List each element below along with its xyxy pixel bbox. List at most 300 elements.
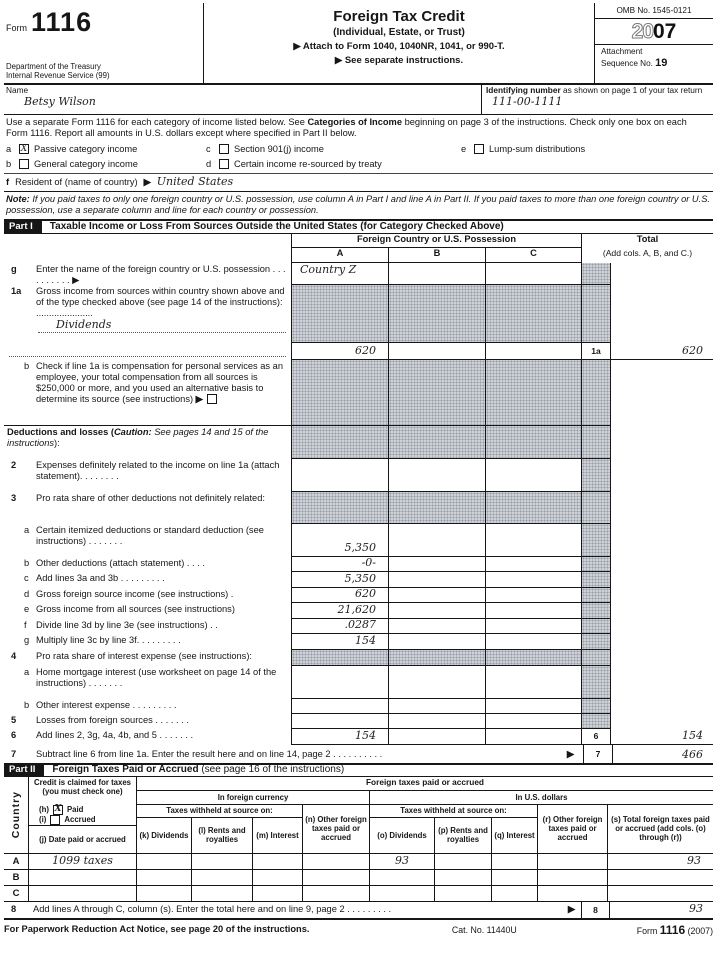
line-3d-row [4, 588, 713, 604]
line-3-shaded-a [292, 492, 389, 524]
id-label-rest: as shown on page 1 of your tax return [560, 85, 703, 95]
line-3-shaded-c [486, 492, 582, 524]
line-6-col-a[interactable]: 154 [292, 729, 389, 745]
line-3a-row [4, 524, 713, 557]
row-a-col-o[interactable]: 93 [370, 854, 435, 870]
col-s-header: (s) Total foreign taxes paid or accrued (add cols. (o) through (r)) [611, 815, 710, 843]
category-a-letter: a [6, 143, 12, 154]
category-c-checkbox[interactable] [219, 144, 229, 154]
line-4-shaded-num [582, 650, 611, 666]
line-3f-total [611, 619, 713, 635]
line-4a-label: a Home mortgage interest (use worksheet on page 14 of the instructions) . . . . . . . [4, 666, 292, 699]
row-a-letter: A [4, 854, 29, 870]
line-1a-value-row [4, 343, 713, 360]
catalog-number: Cat. No. 11440U [451, 924, 517, 935]
part1-title: Taxable Income or Loss From Sources Outside the United States (for Category Checked Above) [49, 220, 504, 232]
line-4b-col-c[interactable] [486, 699, 582, 714]
line-6-line-number: 6 [582, 729, 611, 745]
line-3g-total [611, 634, 713, 650]
resident-country-field[interactable]: United States [156, 174, 234, 188]
intro-post: beginning on page 3 of the instructions. Check only one box on each Form 1116. Report all amounts in U.S. dollars except where specified in Part II below. [6, 117, 687, 138]
line-3b-total [611, 557, 713, 573]
identifying-number-cell [481, 85, 713, 114]
line-3-shaded-b [389, 492, 486, 524]
line-1a-col-b[interactable] [389, 343, 486, 360]
line-3f-label: f Divide line 3d by line 3e (see instructions) . . [4, 619, 292, 635]
line-2-row [4, 459, 713, 492]
row-a-col-k[interactable] [137, 854, 192, 870]
line-4b-col-b[interactable] [389, 699, 486, 714]
line-3a-col-b[interactable] [389, 524, 486, 557]
line-4-shaded-a [292, 650, 389, 666]
form-footer-id: Form 1116 (2007) [636, 922, 713, 937]
country-column-header: Country [4, 777, 29, 853]
dept-line-1: Department of the Treasury [6, 61, 101, 71]
row-b-col-m[interactable] [253, 870, 303, 886]
line-5-total [611, 714, 713, 729]
column-c-header: C [486, 248, 582, 263]
row-c-date-paid[interactable] [29, 886, 137, 902]
line-7-label: 7 Subtract line 6 from line 1a. Enter the result here and on line 14, page 2 . . . . . . . . . . ▶ [4, 745, 584, 763]
line-5-label: 5 Losses from foreign sources . . . . . . . [4, 714, 292, 729]
row-a-col-s[interactable]: 93 [608, 854, 713, 870]
row-a-date-paid[interactable]: 1099 taxes [29, 854, 137, 870]
omb-number: OMB No. 1545-0121 [595, 3, 713, 19]
line-3c-label: c Add lines 3a and 3b . . . . . . . . . [4, 572, 292, 588]
line-3c-col-a[interactable]: 5,350 [292, 572, 389, 588]
line-2-col-a[interactable] [292, 459, 389, 492]
sequence-number: 19 [655, 57, 668, 70]
line-1b-shaded-b [389, 360, 486, 426]
line-3d-numcol [582, 588, 611, 604]
line-3f-row [4, 619, 713, 635]
line-4b-numcol [582, 699, 611, 714]
country-row-c [4, 886, 713, 902]
part1-header-spacer [4, 234, 292, 248]
tax-year [595, 19, 713, 46]
category-d [206, 159, 461, 170]
country-row-b [4, 870, 713, 886]
row-c-col-q[interactable] [492, 886, 538, 902]
part2-chip: Part II [4, 763, 44, 777]
line-3a-label: a Certain itemized deductions or standard deduction (see instructions) . . . . . . . [4, 524, 292, 557]
usd-withheld-group [370, 805, 538, 853]
date-paid-header: (j) Date paid or accrued [29, 825, 136, 853]
line-3d-col-b[interactable] [389, 588, 486, 604]
line-1a-label: 1a Gross income from sources within country shown above and of the type checked above (see page 14 of the instructions): ...................... Dividends [4, 285, 292, 343]
row-c-col-l[interactable] [192, 886, 253, 902]
deductions-total-spacer [611, 426, 713, 459]
line-4-total-spacer [611, 650, 713, 666]
line-1b-number: b [24, 360, 30, 371]
line-8-row [4, 902, 713, 920]
total-sub-header: (Add cols. A, B, and C.) [602, 247, 693, 258]
currency-header-row [137, 791, 713, 805]
row-b-col-r[interactable] [538, 870, 608, 886]
line-3-shaded-num [582, 492, 611, 524]
name-row [4, 85, 713, 115]
in-us-dollars-header: In U.S. dollars [515, 792, 568, 802]
part1-header-spacer-2 [4, 248, 292, 263]
line-1a-label-row [4, 285, 713, 343]
line-7-line-number: 7 [584, 745, 613, 763]
line-1a-total[interactable]: 620 [611, 343, 713, 360]
paperwork-notice: For Paperwork Reduction Act Notice, see page 20 of the instructions. [4, 924, 310, 935]
line-3c-row [4, 572, 713, 588]
row-b-col-p[interactable] [435, 870, 492, 886]
form-number: 1116 [31, 7, 93, 37]
sequence-label: Sequence No. [601, 59, 656, 69]
h-letter: (h) [39, 805, 49, 815]
line-4a-row [4, 666, 713, 699]
part1-bar [4, 219, 713, 234]
row-b-letter: B [4, 870, 29, 886]
paid-checkbox-row [29, 805, 136, 815]
line-1a-shaded-num [582, 285, 611, 343]
line-3g-col-c[interactable] [486, 634, 582, 650]
line-3e-total [611, 603, 713, 619]
line-3a-col-a[interactable]: 5,350 [292, 524, 389, 557]
col-o-header: (o) Dividends [370, 818, 435, 853]
credit-claimed-header [29, 777, 137, 853]
line-4-row [4, 650, 713, 666]
resident-arrow-icon: ▶ [143, 176, 151, 187]
id-label: Identifying number [486, 85, 561, 95]
line-8-label: 8 Add lines A through C, column (s). Enter the total here and on line 9, page 2 . . . . . . . . . ▶ [11, 904, 575, 915]
credit-claimed-caption: Credit is claimed for taxes (you must check one) [33, 777, 132, 796]
line-7-arrow-icon: ▶ [566, 748, 574, 759]
category-d-label: Certain income re-sourced by treaty [234, 158, 382, 169]
line-3d-label: d Gross foreign source income (see instructions) . [4, 588, 292, 604]
category-a-checkbox[interactable] [19, 144, 29, 154]
row-a-col-r[interactable] [538, 854, 608, 870]
column-a-header: A [292, 248, 389, 263]
line-1a-ruled-area [4, 343, 292, 360]
accrued-label: Accrued [64, 815, 96, 825]
category-e-letter: e [461, 143, 467, 154]
line-1a-number: 1a [11, 285, 22, 296]
row-b-col-n[interactable] [303, 870, 370, 886]
row-a-col-l[interactable] [192, 854, 253, 870]
part1-column-header-row [4, 248, 713, 263]
line-1a-line-number: 1a [582, 343, 611, 360]
line-3b-col-c[interactable] [486, 557, 582, 573]
paid-label: Paid [66, 805, 84, 815]
line-1b-shaded-num [582, 360, 611, 426]
category-checkboxes [4, 140, 713, 173]
line-4b-label: b Other interest expense . . . . . . . . . [4, 699, 292, 714]
line-2-total [611, 459, 713, 492]
line-3b-col-b[interactable] [389, 557, 486, 573]
line-g-number: g [11, 263, 17, 274]
usd-withheld-header: Taxes withheld at source on: [370, 805, 538, 818]
row-b-date-paid[interactable] [29, 870, 137, 886]
line-3-total-spacer [611, 492, 713, 524]
deductions-shaded-a [292, 426, 389, 459]
line-3d-col-c[interactable] [486, 588, 582, 604]
row-c-col-o[interactable] [370, 886, 435, 902]
category-a-checkmark: X [20, 143, 28, 154]
category-e [461, 144, 713, 155]
attachment-label: Attachment [601, 47, 643, 57]
line-4a-numcol [582, 666, 611, 699]
line-g-col-c[interactable] [486, 263, 582, 285]
line-g-col-a[interactable]: Country Z [292, 263, 389, 285]
line-3f-col-b[interactable] [389, 619, 486, 635]
line-8-number: 8 [11, 904, 17, 915]
resident-label: Resident of (name of country) [15, 176, 138, 187]
line-6-col-b[interactable] [389, 729, 486, 745]
line-3g-label: g Multiply line 3c by line 3f. . . . . . . . . [4, 634, 292, 650]
foreign-taxes-header-block [137, 777, 713, 853]
line-8-box-number: 8 [581, 902, 610, 918]
line-5-row [4, 714, 713, 729]
category-c [206, 144, 461, 155]
dept-line-2: Internal Revenue Service (99) [6, 71, 110, 81]
line-3e-label: e Gross income from all sources (see instructions) [4, 603, 292, 619]
row-b-col-q[interactable] [492, 870, 538, 886]
row-c-col-p[interactable] [435, 886, 492, 902]
line-3e-col-a[interactable]: 21,620 [292, 603, 389, 619]
name-label: Name [6, 85, 29, 95]
line-3-row [4, 492, 713, 524]
line-3e-row [4, 603, 713, 619]
part2-table-header [4, 777, 713, 854]
line-1a-col-a[interactable]: 620 [292, 343, 389, 360]
in-foreign-currency-header: In foreign currency [137, 791, 370, 804]
line-1a-shaded-c [486, 285, 582, 343]
line-3g-col-b[interactable] [389, 634, 486, 650]
line-4b-total [611, 699, 713, 714]
line-3c-numcol [582, 572, 611, 588]
line-7-total[interactable]: 466 [682, 747, 703, 761]
row-c-col-s[interactable] [608, 886, 713, 902]
col-m-header: (m) Interest [253, 818, 303, 853]
fc-withheld-header: Taxes withheld at source on: [137, 805, 303, 818]
row-a-col-n[interactable] [303, 854, 370, 870]
line-g-col-b[interactable] [389, 263, 486, 285]
row-c-col-r[interactable] [538, 886, 608, 902]
col-l-header: (l) Rents and royalties [192, 818, 253, 853]
line-3a-numcol [582, 524, 611, 557]
col-q-header: (q) Interest [492, 818, 538, 853]
country-row-a [4, 854, 713, 870]
i-letter: (i) [39, 815, 47, 825]
line-1a-shaded-a [292, 285, 389, 343]
deductions-shaded-num [582, 426, 611, 459]
line-g-label: g Enter the name of the foreign country or U.S. possession . . . . . . . . . . ▶ [4, 263, 292, 285]
line-3-label: 3 Pro rata share of other deductions not definitely related: [4, 492, 292, 524]
deductions-shaded-b [389, 426, 486, 459]
line-4b-row [4, 699, 713, 714]
line-1a-shaded-b [389, 285, 486, 343]
line-1b-arrow-icon: ▶ [195, 393, 203, 404]
line-3g-row [4, 634, 713, 650]
line-4-shaded-c [486, 650, 582, 666]
category-d-checkbox[interactable] [219, 159, 229, 169]
line-3d-total [611, 588, 713, 604]
line-2-numcol [582, 459, 611, 492]
year-solid: 07 [653, 19, 677, 43]
form-subtitle: (Individual, Estate, or Trust) [333, 26, 465, 38]
line-g-total [611, 263, 713, 285]
part2-title: Foreign Taxes Paid or Accrued (see page 16 of the instructions) [52, 764, 345, 776]
omb-block [595, 3, 713, 83]
note-bold: Note: [6, 193, 30, 204]
attach-instruction: ▶ Attach to Form 1040, 1040NR, 1041, or 990-T. [293, 41, 505, 53]
paid-checkmark: X [54, 804, 62, 815]
column-b-header: B [389, 248, 486, 263]
line-1a-col-c[interactable] [486, 343, 582, 360]
row-b-col-l[interactable] [192, 870, 253, 886]
line-4a-col-c[interactable] [486, 666, 582, 699]
line-3e-col-c[interactable] [486, 603, 582, 619]
row-c-letter: C [4, 886, 29, 902]
part1-chip: Part I [4, 220, 42, 234]
category-b-letter: b [6, 158, 12, 169]
category-e-label: Lump-sum distributions [489, 143, 586, 154]
category-b-label: General category income [34, 158, 138, 169]
line-6-row [4, 729, 713, 745]
accrued-checkbox-row [29, 815, 136, 825]
line-3e-col-b[interactable] [389, 603, 486, 619]
name-cell [4, 85, 481, 114]
line-5-numcol [582, 714, 611, 729]
line-6-col-c[interactable] [486, 729, 582, 745]
note-text: If you paid taxes to only one foreign country or U.S. possession, use column A in Part I and line A in Part II. If you paid taxes to more than one foreign country or U.S. possession, use a separate column and line for each country or possession. [6, 193, 711, 215]
line-3c-total [611, 572, 713, 588]
line-4a-col-a[interactable] [292, 666, 389, 699]
line-5-col-c[interactable] [486, 714, 582, 729]
line-1b-shaded-c [486, 360, 582, 426]
category-a-label: Passive category income [34, 143, 138, 154]
line-1b-checkbox[interactable] [207, 394, 217, 404]
form-title: Foreign Tax Credit [333, 8, 465, 25]
line-3b-numcol [582, 557, 611, 573]
accrued-checkbox[interactable] [50, 815, 60, 825]
line-6-label: 6 Add lines 2, 3g, 4a, 4b, and 5 . . . . . . . [4, 729, 292, 745]
line-8-arrow-icon: ▶ [567, 904, 575, 915]
category-e-checkbox[interactable] [474, 144, 484, 154]
row-c-col-n[interactable] [303, 886, 370, 902]
intro-pre: Use a separate Form 1116 for each category of income listed below. See [6, 117, 308, 127]
page-footer [4, 920, 713, 937]
line-1a-write-in[interactable]: Dividends [38, 319, 286, 333]
row-b-col-k[interactable] [137, 870, 192, 886]
line-g-numcol [582, 263, 611, 285]
category-c-label: Section 901(j) income [234, 143, 324, 154]
line-4b-col-a[interactable] [292, 699, 389, 714]
line-6-total[interactable]: 154 [611, 729, 713, 745]
resident-row [4, 173, 713, 192]
deductions-caption-row [4, 426, 713, 459]
total-header: Total [636, 233, 659, 244]
line-8-total[interactable]: 93 [689, 902, 703, 916]
row-a-col-q[interactable] [492, 854, 538, 870]
part1-group-header-row [4, 234, 713, 248]
category-c-letter: c [206, 143, 211, 154]
line-3a-total [611, 524, 713, 557]
col-p-header: (p) Rents and royalties [435, 818, 492, 853]
part2-bar [4, 763, 713, 777]
line-5-col-a[interactable] [292, 714, 389, 729]
line-3g-col-a[interactable]: 154 [292, 634, 389, 650]
column-headers-row [137, 805, 713, 853]
category-a [6, 144, 206, 155]
row-b-col-s[interactable] [608, 870, 713, 886]
line-3b-row [4, 557, 713, 573]
attachment-sequence [595, 45, 713, 70]
line-3f-col-c[interactable] [486, 619, 582, 635]
line-3b-col-a[interactable]: -0- [292, 557, 389, 573]
line-4-shaded-b [389, 650, 486, 666]
form-id-block [4, 3, 204, 83]
resident-letter: f [6, 176, 10, 187]
line-3g-numcol [582, 634, 611, 650]
form-header [4, 3, 713, 85]
line-4a-col-b[interactable] [389, 666, 486, 699]
year-outline: 20 [631, 19, 653, 43]
line-g-row [4, 263, 713, 285]
line-3f-numcol [582, 619, 611, 635]
row-a-col-m[interactable] [253, 854, 303, 870]
line-1b-label: b Check if line 1a is compensation for personal services as an employee, your total compensation from all sources is $250,000 or more, and you used an alternative basis to determine its source (see instructions) ▶ [4, 360, 292, 426]
line-3e-numcol [582, 603, 611, 619]
line-3c-col-b[interactable] [389, 572, 486, 588]
form-title-block [204, 3, 595, 83]
identifying-number-field[interactable]: 111-00-1111 [492, 94, 563, 108]
line-3c-col-c[interactable] [486, 572, 582, 588]
form-word: Form [6, 23, 27, 33]
row-c-col-k[interactable] [137, 886, 192, 902]
col-k-header: (k) Dividends [137, 818, 192, 853]
category-b [6, 159, 206, 170]
line-2-label: 2 Expenses definitely related to the income on line 1a (attach statement). . . . . . . . [4, 459, 292, 492]
line-3d-col-a[interactable]: 620 [292, 588, 389, 604]
see-instruction: ▶ See separate instructions. [334, 54, 464, 66]
deductions-caption: Deductions and losses (Caution: See pages 14 and 15 of the instructions): [4, 426, 292, 459]
line-4-label: 4 Pro rata share of interest expense (see instructions): [4, 650, 292, 666]
intro-bold: Categories of Income [307, 117, 402, 127]
category-d-letter: d [206, 158, 212, 169]
name-field[interactable]: Betsy Wilson [24, 94, 96, 108]
foreign-country-group-header: Foreign Country or U.S. Possession [292, 234, 582, 248]
line-1b-row [4, 360, 713, 426]
col-n-header: (n) Other foreign taxes paid or accrued [303, 805, 370, 853]
foreign-taxes-group-header: Foreign taxes paid or accrued [137, 777, 713, 791]
line-5-col-b[interactable] [389, 714, 486, 729]
line-1a-total-spacer [611, 285, 713, 343]
line-3f-col-a[interactable]: .0287 [292, 619, 389, 635]
line-3a-col-c[interactable] [486, 524, 582, 557]
row-c-col-m[interactable] [253, 886, 303, 902]
line-2-col-b[interactable] [389, 459, 486, 492]
col-r-header: (r) Other foreign taxes paid or accrued [538, 805, 608, 853]
intro-paragraph [4, 115, 713, 140]
line-2-col-c[interactable] [486, 459, 582, 492]
line-4a-total [611, 666, 713, 699]
row-a-col-p[interactable] [435, 854, 492, 870]
fc-withheld-group [137, 805, 303, 853]
line-1b-shaded-a [292, 360, 389, 426]
category-b-checkbox[interactable] [19, 159, 29, 169]
line-7-row [4, 745, 713, 763]
paid-checkbox[interactable] [53, 805, 63, 815]
row-b-col-o[interactable] [370, 870, 435, 886]
note-paragraph [4, 192, 713, 219]
line-1b-total-spacer [611, 360, 713, 426]
line-3b-label: b Other deductions (attach statement) . . . . [4, 557, 292, 573]
